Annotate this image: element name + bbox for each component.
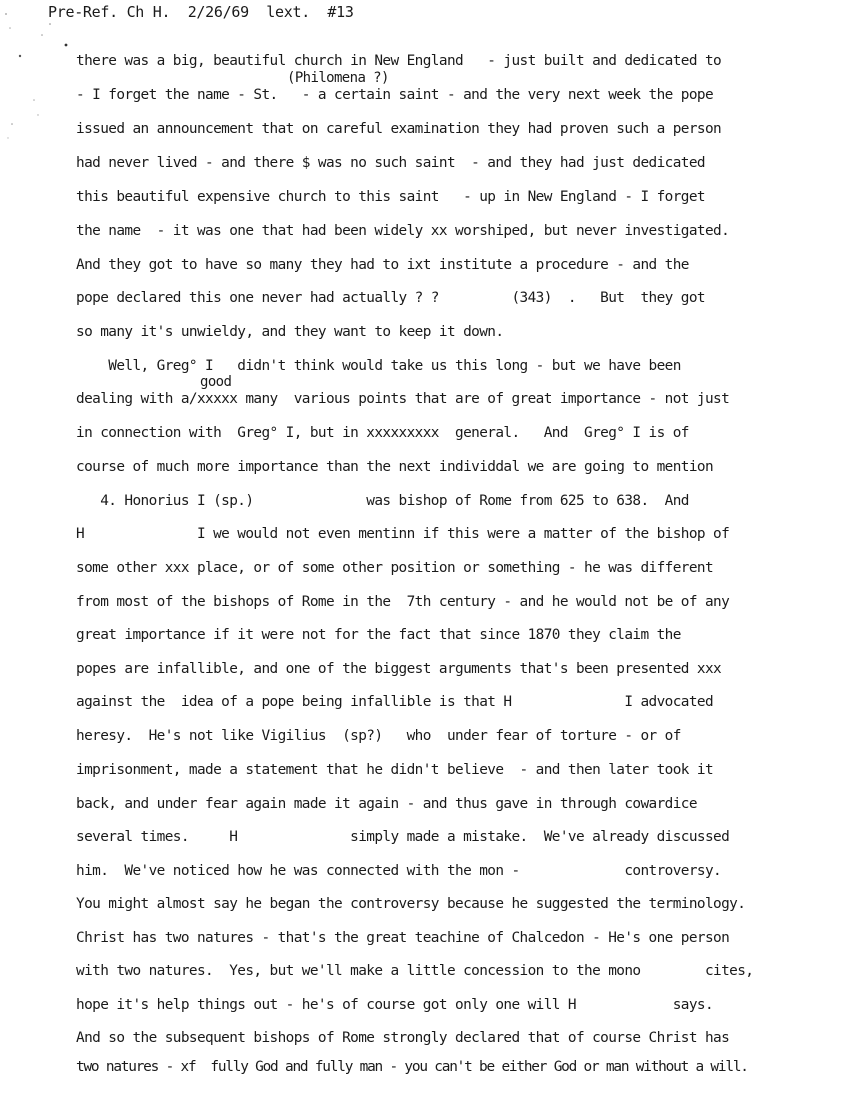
interlinear-note-good: good xyxy=(200,374,232,390)
text-line: - I forget the name - St. - a certain saint - and the very next week the pope xyxy=(76,87,714,103)
text-line: this beautiful expensive church to this saint - up in New England - I forget xyxy=(76,189,705,205)
text-line: And so the subsequent bishops of Rome strongly declared that of course Christ has xyxy=(76,1030,730,1046)
text-line: course of much more importance than the next individdal we are going to mention xyxy=(76,459,714,475)
text-line: against the idea of a pope being infallible is that H I advocated xyxy=(76,694,714,710)
text-line: some other xxx place, or of some other position or something - he was different xyxy=(76,560,714,576)
text-line: 4. Honorius I (sp.) was bishop of Rome from 625 to 638. And xyxy=(76,493,689,509)
text-line: You might almost say he began the controversy because he suggested the terminology. xyxy=(76,896,746,912)
text-line: there was a big, beautiful church in New England - just built and dedicated to xyxy=(76,53,722,69)
text-line: two natures - xf fully God and fully man - you can't be either God or man without a will. xyxy=(76,1059,748,1075)
text-line: the name - it was one that had been widely xx worshiped, but never investigated. xyxy=(76,223,730,239)
text-line: had never lived - and there $ was no such saint - and they had just dedicated xyxy=(76,155,705,171)
margin-specks xyxy=(0,0,70,160)
text-line: popes are infallible, and one of the biggest arguments that's been presented xxx xyxy=(76,661,722,677)
text-line: pope declared this one never had actually ? ? (343) . But they got xyxy=(76,290,705,306)
text-line: Well, Greg° I didn't think would take us this long - but we have been xyxy=(76,358,681,374)
interlinear-note-philomena: (Philomena ?) xyxy=(287,70,389,86)
text-line: him. We've noticed how he was connected with the mon - controversy. xyxy=(76,863,722,879)
text-line: imprisonment, made a statement that he didn't believe - and then later took it xyxy=(76,762,714,778)
text-line: And they got to have so many they had to ixt institute a procedure - and the xyxy=(76,257,689,273)
text-line: great importance if it were not for the fact that since 1870 they claim the xyxy=(76,627,681,643)
text-line: from most of the bishops of Rome in the 7th century - and he would not be of any xyxy=(76,594,730,610)
page-header: Pre-Ref. Ch H. 2/26/69 lext. #13 xyxy=(48,3,354,21)
text-line: heresy. He's not like Vigilius (sp?) who under fear of torture - or of xyxy=(76,728,681,744)
text-line: issued an announcement that on careful examination they had proven such a person xyxy=(76,121,722,137)
text-line: several times. H simply made a mistake. We've already discussed xyxy=(76,829,730,845)
text-line: so many it's unwieldy, and they want to keep it down. xyxy=(76,324,504,340)
text-line: Christ has two natures - that's the great teachine of Chalcedon - He's one person xyxy=(76,930,730,946)
text-line: hope it's help things out - he's of course got only one will H says. xyxy=(76,997,714,1013)
text-line: dealing with a/xxxxx many various points that are of great importance - not just xyxy=(76,391,730,407)
text-line: back, and under fear again made it again - and thus gave in through cowardice xyxy=(76,796,697,812)
text-line: with two natures. Yes, but we'll make a little concession to the mono cites, xyxy=(76,963,754,979)
text-line: in connection with Greg° I, but in xxxxxxxxx general. And Greg° I is of xyxy=(76,425,689,441)
text-line: H I we would not even mentinn if this were a matter of the bishop of xyxy=(76,526,730,542)
